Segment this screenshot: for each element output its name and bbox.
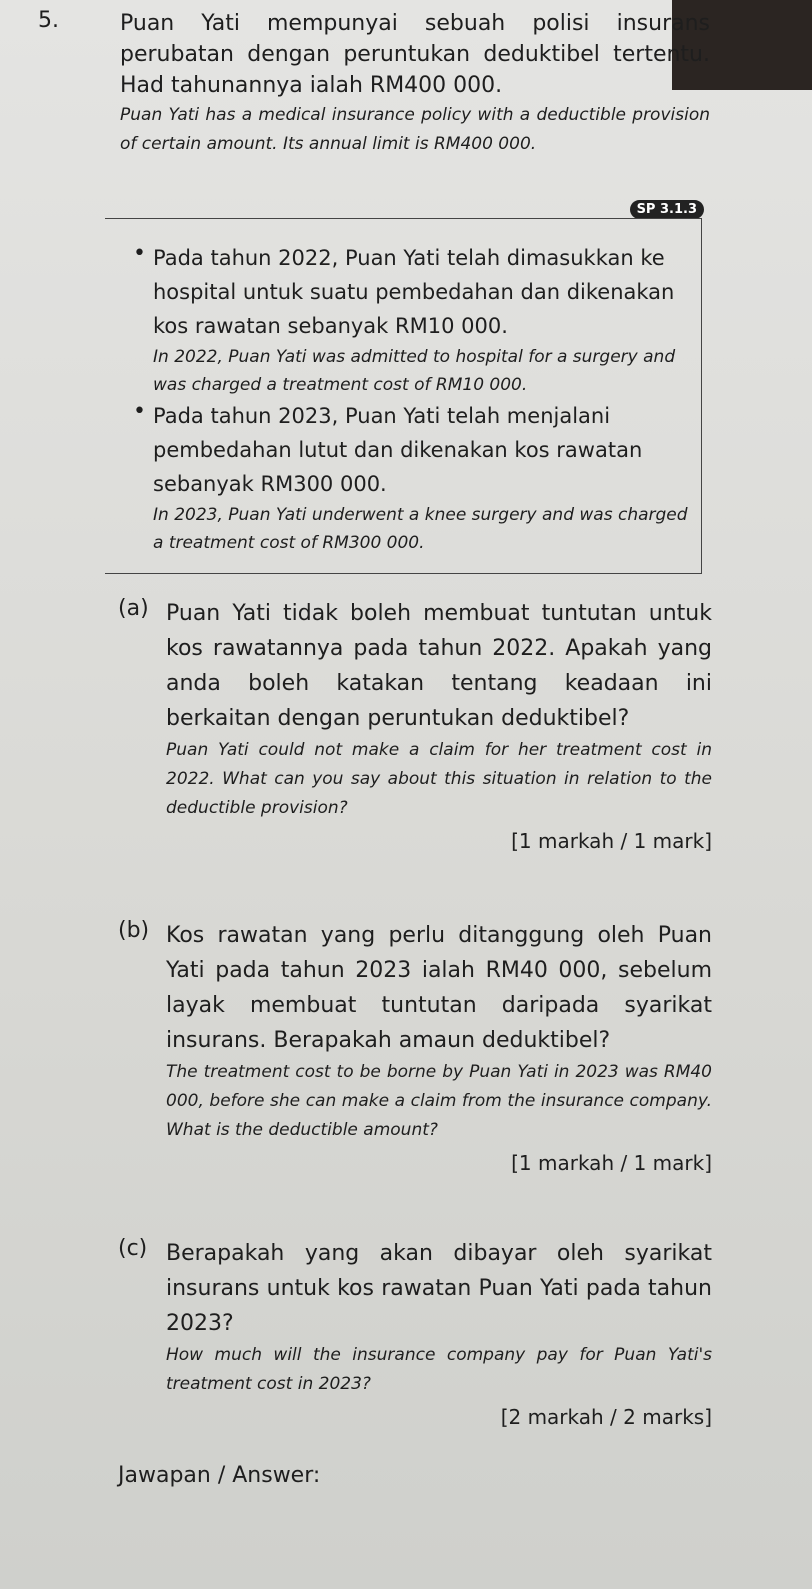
question-number: 5. <box>38 8 59 33</box>
part-label: (a) <box>118 596 149 621</box>
part-malay: Berapakah yang akan dibayar oleh syarikat insurans untuk kos rawatan Puan Yati pada tahun 2023? <box>166 1241 712 1336</box>
mark-label: [1 markah / 1 mark] <box>511 829 712 853</box>
info-bullet <box>133 399 691 557</box>
stem-malay: Puan Yati mempunyai sebuah polisi insurans perubatan dengan peruntukan deduktibel tertentu. Had tahunannya ialah RM400 000. <box>120 11 710 98</box>
part-c <box>118 1236 712 1429</box>
part-malay: Puan Yati tidak boleh membuat tuntutan untuk kos rawatannya pada tahun 2022. Apakah yang anda boleh katakan tentang keadaan ini berkaitan dengan peruntukan deduktibel? <box>166 601 712 731</box>
bullet-english: In 2023, Puan Yati underwent a knee surgery and was charged a treatment cost of RM300 000. <box>153 505 688 553</box>
part-english: Puan Yati could not make a claim for her treatment cost in 2022. What can you say about this situation in relation to the deductible provision? <box>166 740 712 818</box>
part-label: (b) <box>118 918 150 943</box>
mark-label: [2 markah / 2 marks] <box>500 1405 712 1429</box>
bullet-malay: • Pada tahun 2023, Puan Yati telah menjalani pembedahan lutut dan dikenakan kos rawatan sebanyak RM300 000. <box>153 404 643 496</box>
part-english: The treatment cost to be borne by Puan Yati in 2023 was RM40 000, before she can make a claim from the insurance company. What is the deductible amount? <box>166 1062 712 1140</box>
stem-english: Puan Yati has a medical insurance policy with a deductible provision of certain amount. Its annual limit is RM400 000. <box>120 105 710 154</box>
mark-label: [1 markah / 1 mark] <box>511 1151 712 1175</box>
answer-label: Jawapan / Answer: <box>118 1463 321 1488</box>
bullet-english: In 2022, Puan Yati was admitted to hospital for a surgery and was charged a treatment cost of RM10 000. <box>153 347 676 395</box>
part-malay: Kos rawatan yang perlu ditanggung oleh Puan Yati pada tahun 2023 ialah RM40 000, sebelum layak membuat tuntutan daripada syarikat insurans. Berapakah amaun deduktibel? <box>166 923 712 1053</box>
part-english: How much will the insurance company pay for Puan Yati's treatment cost in 2023? <box>166 1345 712 1394</box>
part-a <box>118 596 712 853</box>
bullet-malay: • Pada tahun 2022, Puan Yati telah dimasukkan ke hospital untuk suatu pembedahan dan dikenakan kos rawatan sebanyak RM10 000. <box>153 246 675 338</box>
question-stem <box>38 8 710 159</box>
part-b <box>118 918 712 1175</box>
sp-badge: SP 3.1.3 <box>630 200 704 219</box>
info-box <box>105 218 702 574</box>
part-label: (c) <box>118 1236 148 1261</box>
info-bullet <box>133 241 691 399</box>
